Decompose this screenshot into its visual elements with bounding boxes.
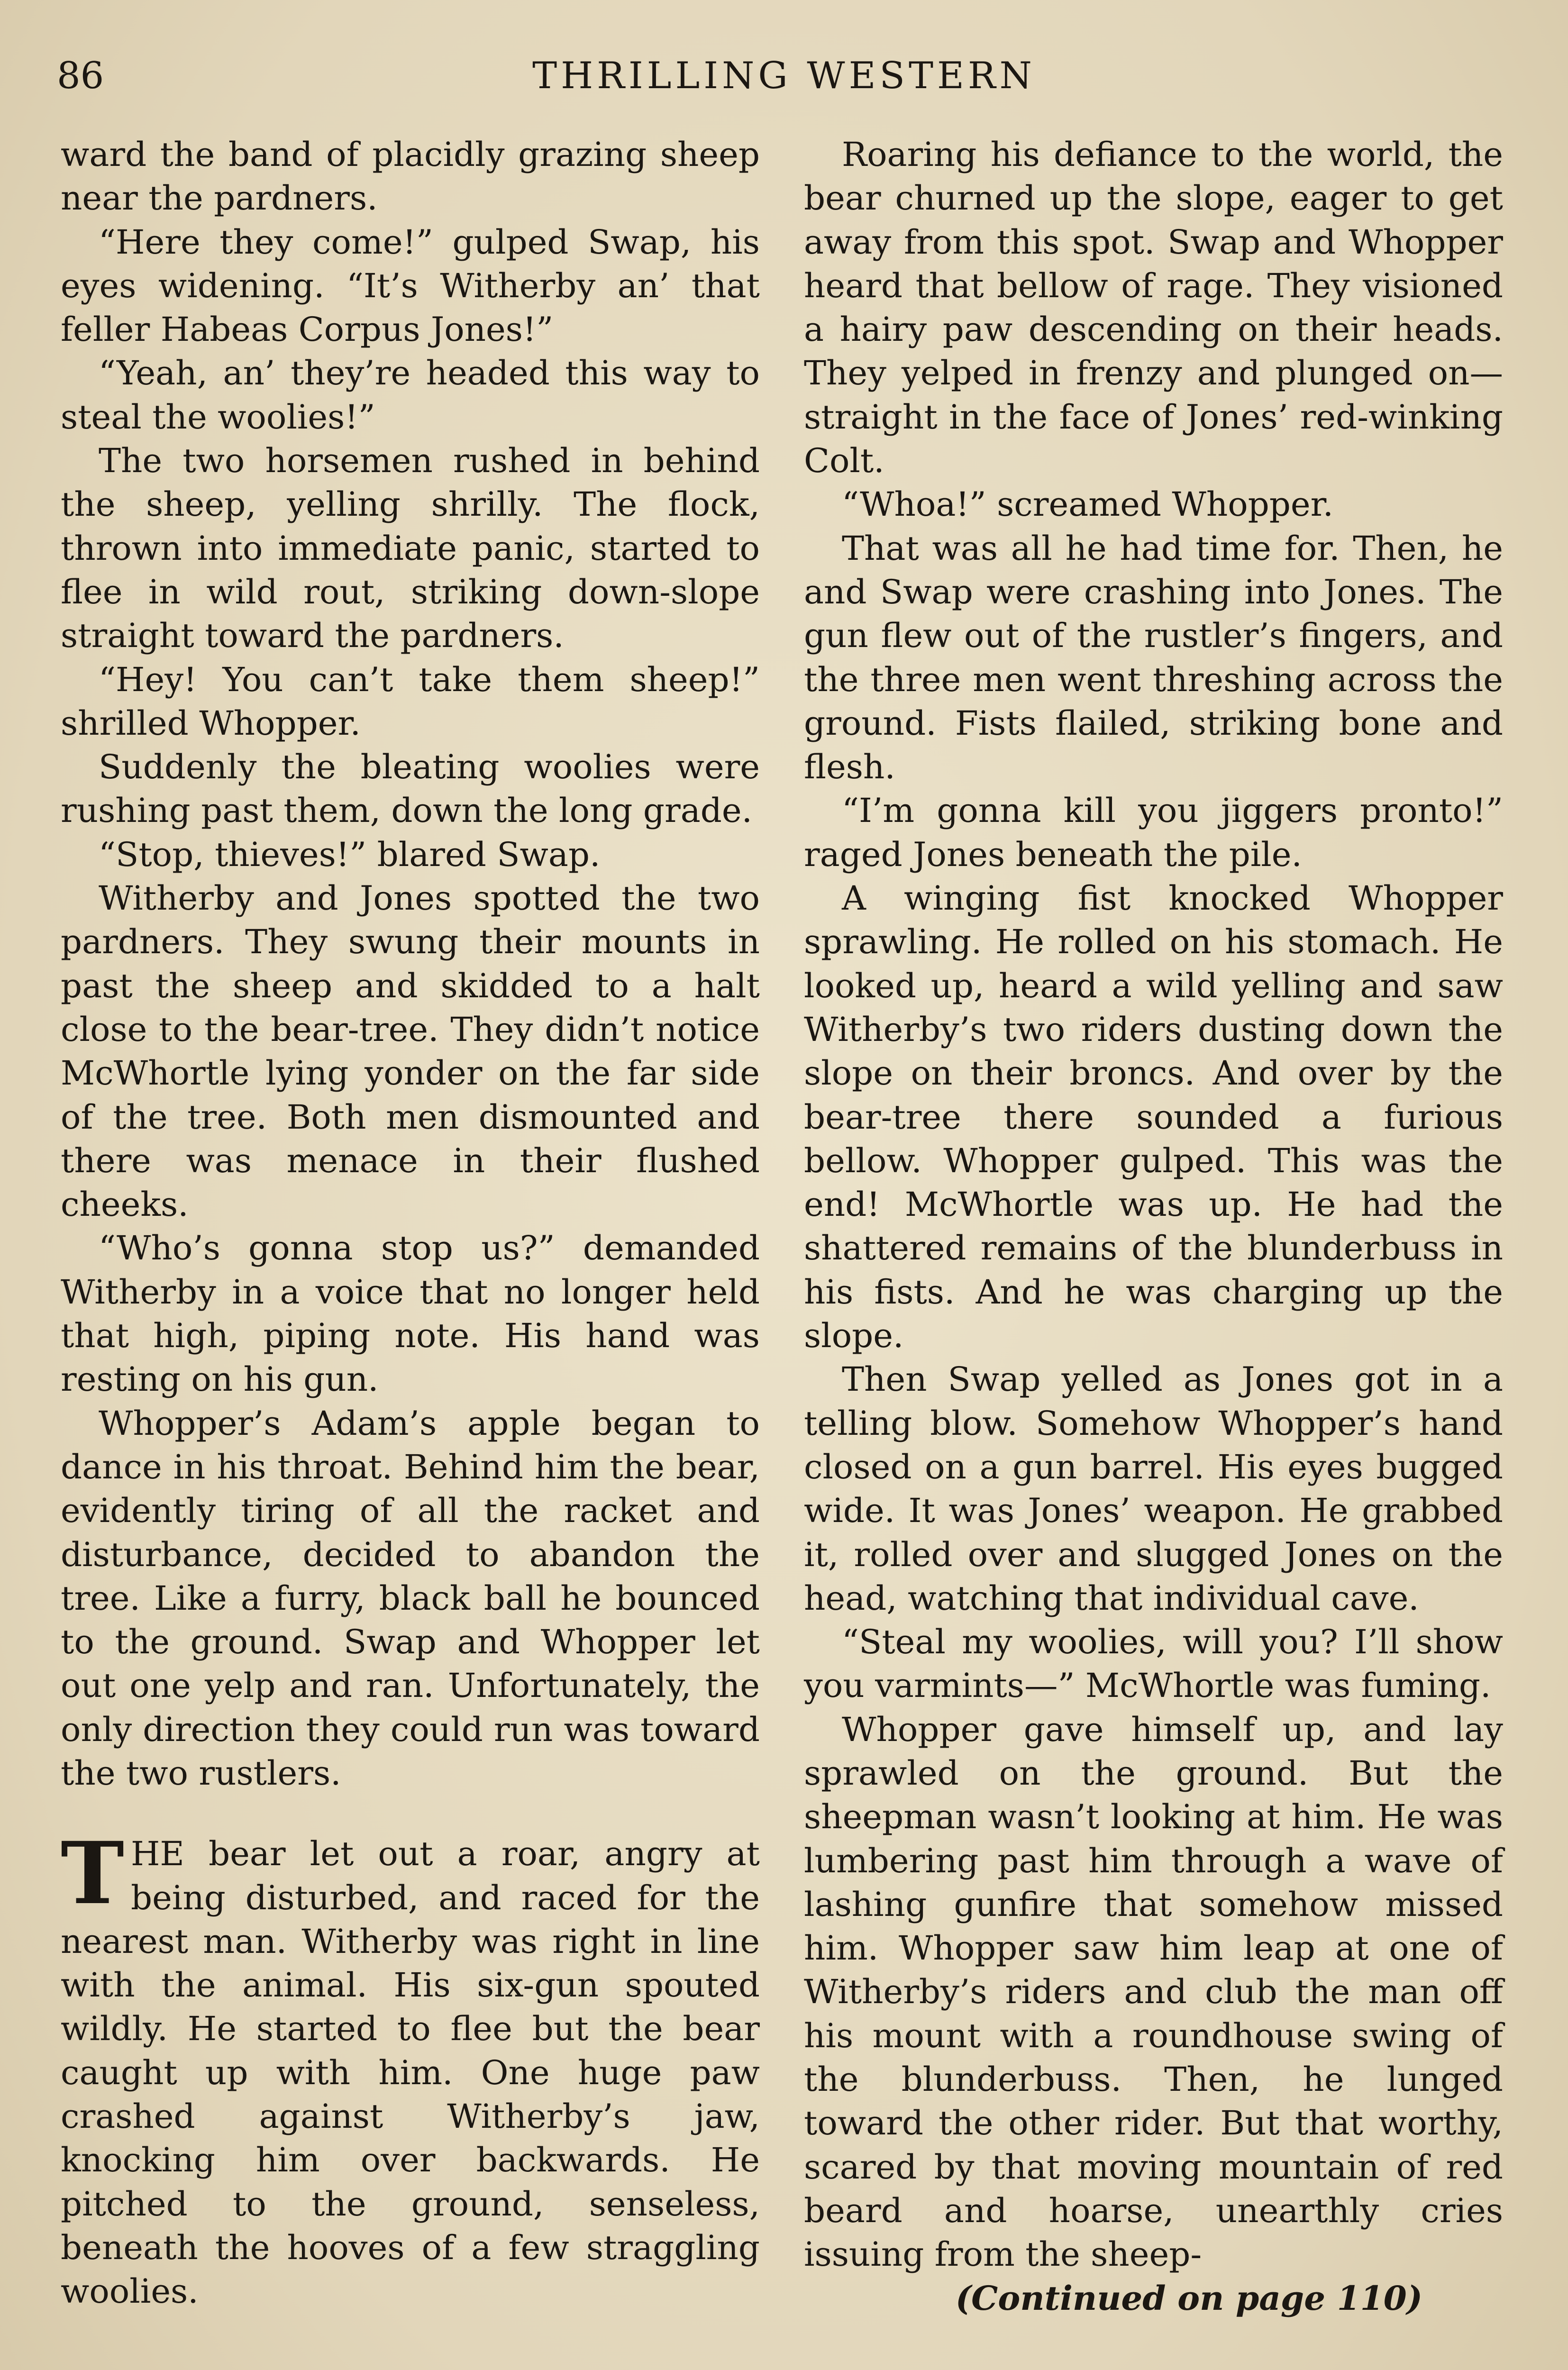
paragraph: Roaring his defiance to the world, the bear churned up the slope, eager to get away from this spot. Swap and Whopper heard that bellow of rage. They visioned a hairy paw descending on their heads. They yelped in frenzy and plunged on—straight in the face of Jones’ red-winking Colt. [804, 135, 1503, 481]
paragraph: “Steal my woolies, will you? I’ll show you varmints—” McWhortle was fuming. [804, 1623, 1503, 1705]
paragraph: “Hey! You can’t take them sheep!” shrilled Whopper. [61, 660, 760, 743]
page-header [57, 45, 1511, 107]
paragraph: A winging fist knocked Whopper sprawling. He rolled on his stomach. He looked up, heard a wild yelling and saw Witherby’s two riders dusting down the slope on their broncs. And over by the bear-tree there sounded a furious bellow. Whopper gulped. This was the end! McWhortle was up. He had the shattered remains of the blunderbuss in his fists. And he was charging up the slope. [804, 879, 1503, 1356]
paragraph: That was all he had time for. Then, he and Swap were crashing into Jones. The gun flew out of the rustler’s fingers, and the three men went threshing across the ground. Fists flailed, striking bone and flesh. [804, 529, 1503, 787]
paragraph: “Stop, thieves!” blared Swap. [99, 835, 601, 874]
paragraph: Whopper gave himself up, and lay sprawled on the ground. But the sheepman wasn’t looking at him. He was lumbering past him through a wave of lashing gunfire that somehow missed him. Whopper saw him leap at one of Witherby’s riders and club the man off his mount with a roundhouse swing of the blunderbuss. Then, he lunged toward the other rider. But that worthy, scared by that moving mountain of red beard and hoarse, unearthly cries issuing from the sheep- [804, 1710, 1503, 2274]
paragraph: Witherby and Jones spotted the two pardners. They swung their mounts in past the sheep and skidded to a halt close to the bear-tree. They didn’t notice McWhortle lying yonder on the far side of the tree. Both men dismounted and there was menace in their flushed cheeks. [61, 879, 760, 1224]
paragraph: The two horsemen rushed in behind the sheep, yelling shrilly. The flock, thrown into immediate panic, started to flee in wild rout, striking down-slope straight toward the pardners. [61, 441, 760, 656]
paragraph: “I’m gonna kill you jiggers pronto!” raged Jones beneath the pile. [804, 791, 1503, 874]
paragraph: Then Swap yelled as Jones got in a telling blow. Somehow Whopper’s hand closed on a gun barrel. His eyes bugged wide. It was Jones’ weapon. He grabbed it, rolled over and slugged Jones on the head, watching that individual cave. [804, 1360, 1503, 1618]
paragraph: “Whoa!” screamed Whopper. [842, 485, 1334, 524]
section-break-paragraph [61, 1823, 760, 2313]
paragraph: “Who’s gonna stop us?” demanded Witherby in a voice that no longer held that high, piping note. His hand was resting on his gun. [61, 1229, 760, 1399]
drop-cap: T [61, 1823, 124, 1924]
paragraph: Suddenly the bleating woolies were rushing past them, down the long grade. [61, 747, 760, 830]
continued-note: (Continued on page 110) [955, 2278, 1423, 2318]
page-number: 86 [57, 55, 104, 97]
magazine-title: THRILLING WESTERN [532, 55, 1036, 97]
section-break-text: HE bear let out a roar, angry at being disturbed, and raced for the nearest man. Witherby was right in line with the animal. His six-gun spouted wildly. He started to flee but the bear caught up with him. One huge paw crashed against Witherby’s jaw, knocking him over backwards. He pitched to the ground, senseless, beneath the hooves of a few straggling woolies. [61, 1834, 760, 2311]
left-column [61, 133, 760, 2314]
right-column [804, 133, 1503, 2320]
paragraph: “Here they come!” gulped Swap, his eyes widening. “It’s Witherby an’ that feller Habeas Corpus Jones!” [61, 222, 760, 349]
paragraph: “Yeah, an’ they’re headed this way to steal the woolies!” [61, 354, 760, 437]
paragraph: Whopper’s Adam’s apple began to dance in his throat. Behind him the bear, evidently tiring of all the racket and disturbance, decided to abandon the tree. Like a furry, black ball he bounced to the ground. Swap and Whopper let out one yelp and ran. Unfortunately, the only direction they could run was toward the two rustlers. [61, 1404, 760, 1793]
paragraph: ward the band of placidly grazing sheep near the pardners. [61, 135, 760, 218]
